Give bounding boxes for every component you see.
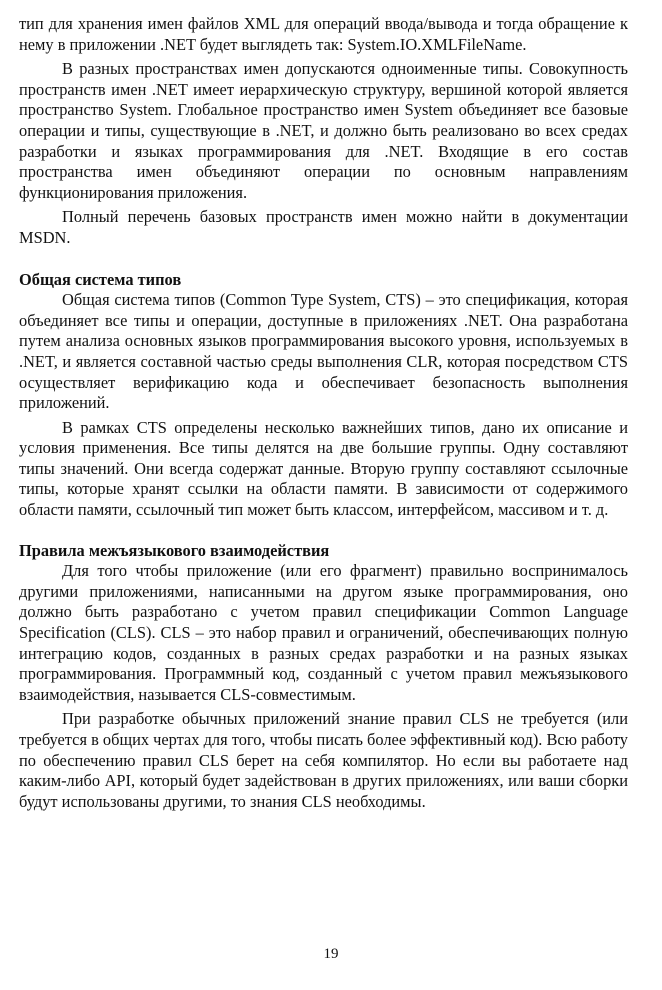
page-number: 19 [323,946,339,962]
paragraph-msdn: Полный перечень базовых пространств имен можно найти в документации MSDN. [19,207,628,247]
section-heading-cts: Общая система типов [19,269,182,289]
paragraph-continuation: тип для хранения имен файлов XML для операций ввода/вывода и тогда обращение к нему в приложении .NET будет выглядеть так: System.IO.XMLFileName. [19,14,628,54]
paragraph-cts-definition: Общая система типов (Common Type System, CTS) – это спецификация, которая объединяет все типы и операции, доступные в приложениях .NET. Она разработана путем анализа основных языков программирования высокого уровня, используемых в .NET, и является составной частью среды выполнения CLR, которая посредством CTS осуществляет верификацию кода и обеспечивает безопасность выполнения приложений. [19,290,628,413]
section-heading-cls: Правила межъязыкового взаимодействия [19,540,330,560]
paragraph-cts-types: В рамках CTS определены несколько важнейших типов, дано их описание и условия применения. Все типы делятся на две большие группы. Одну составляют типы значений. Они всегда содержат данные. Вторую группу составляют ссылочные типы, которые хранят ссылки на области памяти. В зависимости от содержимого области памяти, ссылочный тип может быть классом, интерфейсом, массивом и т. д. [19,417,628,520]
document-page [19,14,628,812]
paragraph-namespaces: В разных пространствах имен допускаются одноименные типы. Совокупность пространств имен .NET имеет иерархическую структуру, вершиной которой является пространство System. Глобальное пространство имен System объединяет все базовые операции и типы, существующие в .NET, и должно быть реализовано во всех средах разработки и языках программирования для .NET. Входящие в его состав пространства имен объединяют операции по основным направлениям функционирования приложения. [19,59,628,202]
paragraph-cls-usage: При разработке обычных приложений знание правил CLS не требуется (или требуется в общих чертах для того, чтобы писать более эффективный код). Всю работу по обеспечению правил CLS берет на себя компилятор. Но если вы работаете над каким-либо API, который будет задействован в других приложениях, или ваши сборки будут использованы другими, то знания CLS необходимы. [19,709,628,811]
paragraph-cls-definition: Для того чтобы приложение (или его фрагмент) правильно воспринималось другими приложениями, написанными на другом языке программирования, оно должно быть разработано с учетом правил спецификации Common Language Specification (CLS). CLS – это набор правил и ограничений, обеспечивающих полную интеграцию кодов, созданных в разных средах разработки и на разных языках программирования. Программный код, созданный с учетом правил межъязыкового взаимодействия, называется CLS-совместимым. [19,561,628,704]
